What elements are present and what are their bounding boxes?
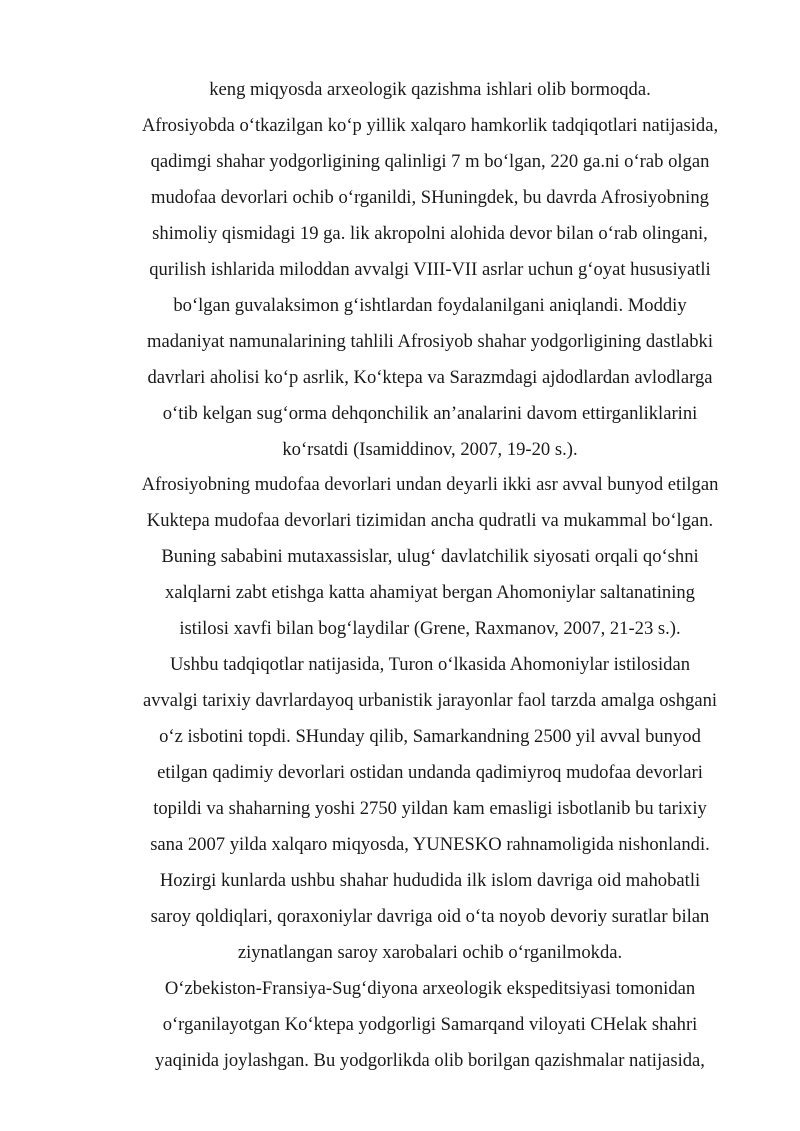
text-line: oʻz isbotini topdi. SHunday qilib, Samarkandning 2500 yil avval bunyod bbox=[159, 726, 701, 748]
text-line: saroy qoldiqlari, qoraxoniylar davriga oid oʻta noyob devoriy suratlar bilan bbox=[150, 905, 710, 927]
text-line: madaniyat namunalarining tahlili Afrosiyob shahar yodgorligining dastlabki bbox=[147, 330, 713, 352]
text-line: keng miqyosda arxeologik qazishma ishlari olib bormoqda. bbox=[209, 79, 651, 100]
text-line: avvalgi tarixiy davrlardayoq urbanistik jarayonlar faol tarzda amalga oshgani bbox=[142, 690, 718, 712]
document-page bbox=[110, 72, 750, 1079]
text-line: istilosi xavfi bilan bogʻlaydilar (Grene, Raxmanov, 2007, 21-23 s.). bbox=[179, 618, 681, 640]
text-line: Ushbu tadqiqotlar natijasida, Turon oʻlkasida Ahomoniylar istilosidan bbox=[169, 654, 691, 676]
text-line: shimoliy qismidagi 19 ga. lik akropolni alohida devor bilan oʻrab olingani, bbox=[152, 222, 708, 244]
text-line: Afrosiyobda oʻtkazilgan koʻp yillik xalqaro hamkorlik tadqiqotlari natijasida, bbox=[141, 114, 719, 136]
text-line: mudofaa devorlari ochib oʻrganildi, SHuningdek, bu davrda Afrosiyobning bbox=[151, 186, 709, 208]
text-line: Oʻzbekiston-Fransiya-Sugʻdiyona arxeologik ekspeditsiyasi tomonidan bbox=[164, 977, 696, 999]
text-line: Kuktepa mudofaa devorlari tizimidan ancha qudratli va mukammal boʻlgan. bbox=[146, 510, 714, 532]
text-line: etilgan qadimiy devorlari ostidan undanda qadimiyroq mudofaa devorlari bbox=[157, 762, 703, 784]
text-line: davrlari aholisi koʻp asrlik, Koʻktepa va Sarazmdagi ajdodlardan avlodlarga bbox=[147, 366, 713, 388]
text-line: Hozirgi kunlarda ushbu shahar hududida ilk islom davriga oid mahobatli bbox=[159, 869, 701, 891]
text-line: xalqlarni zabt etishga katta ahamiyat bergan Ahomoniylar saltanatining bbox=[165, 582, 695, 604]
text-line: topildi va shaharning yoshi 2750 yildan kam emasligi isbotlanib bu tarixiy bbox=[153, 798, 707, 820]
text-line: qadimgi shahar yodgorligining qalinligi 7 m boʻlgan, 220 ga.ni oʻrab olgan bbox=[150, 150, 710, 172]
text-line: Afrosiyobning mudofaa devorlari undan deyarli ikki asr avval bunyod etilgan bbox=[141, 474, 719, 496]
text-line: sana 2007 yilda xalqaro miqyosda, YUNESKO rahnamoligida nishonlandi. bbox=[150, 834, 710, 856]
text-line: yaqinida joylashgan. Bu yodgorlikda olib borilgan qazishmalar natijasida, bbox=[155, 1049, 705, 1071]
text-line: koʻrsatdi (Isamiddinov, 2007, 19-20 s.). bbox=[282, 438, 578, 460]
text-line: oʻtib kelgan sugʻorma dehqonchilik an’analarini davom ettirganliklarini bbox=[162, 402, 698, 424]
text-line: qurilish ishlarida miloddan avvalgi VIII-VII asrlar uchun gʻoyat hususiyatli bbox=[149, 258, 711, 280]
text-line: oʻrganilayotgan Koʻktepa yodgorligi Samarqand viloyati CHelak shahri bbox=[162, 1013, 698, 1035]
text-line: ziynatlangan saroy xarobalari ochib oʻrganilmokda. bbox=[237, 941, 623, 963]
text-line: Buning sababini mutaxassislar, ulugʻ davlatchilik siyosati orqali qoʻshni bbox=[161, 546, 699, 568]
text-line: boʻlgan guvalaksimon gʻishtlardan foydalanilgani aniqlandi. Moddiy bbox=[173, 294, 687, 316]
